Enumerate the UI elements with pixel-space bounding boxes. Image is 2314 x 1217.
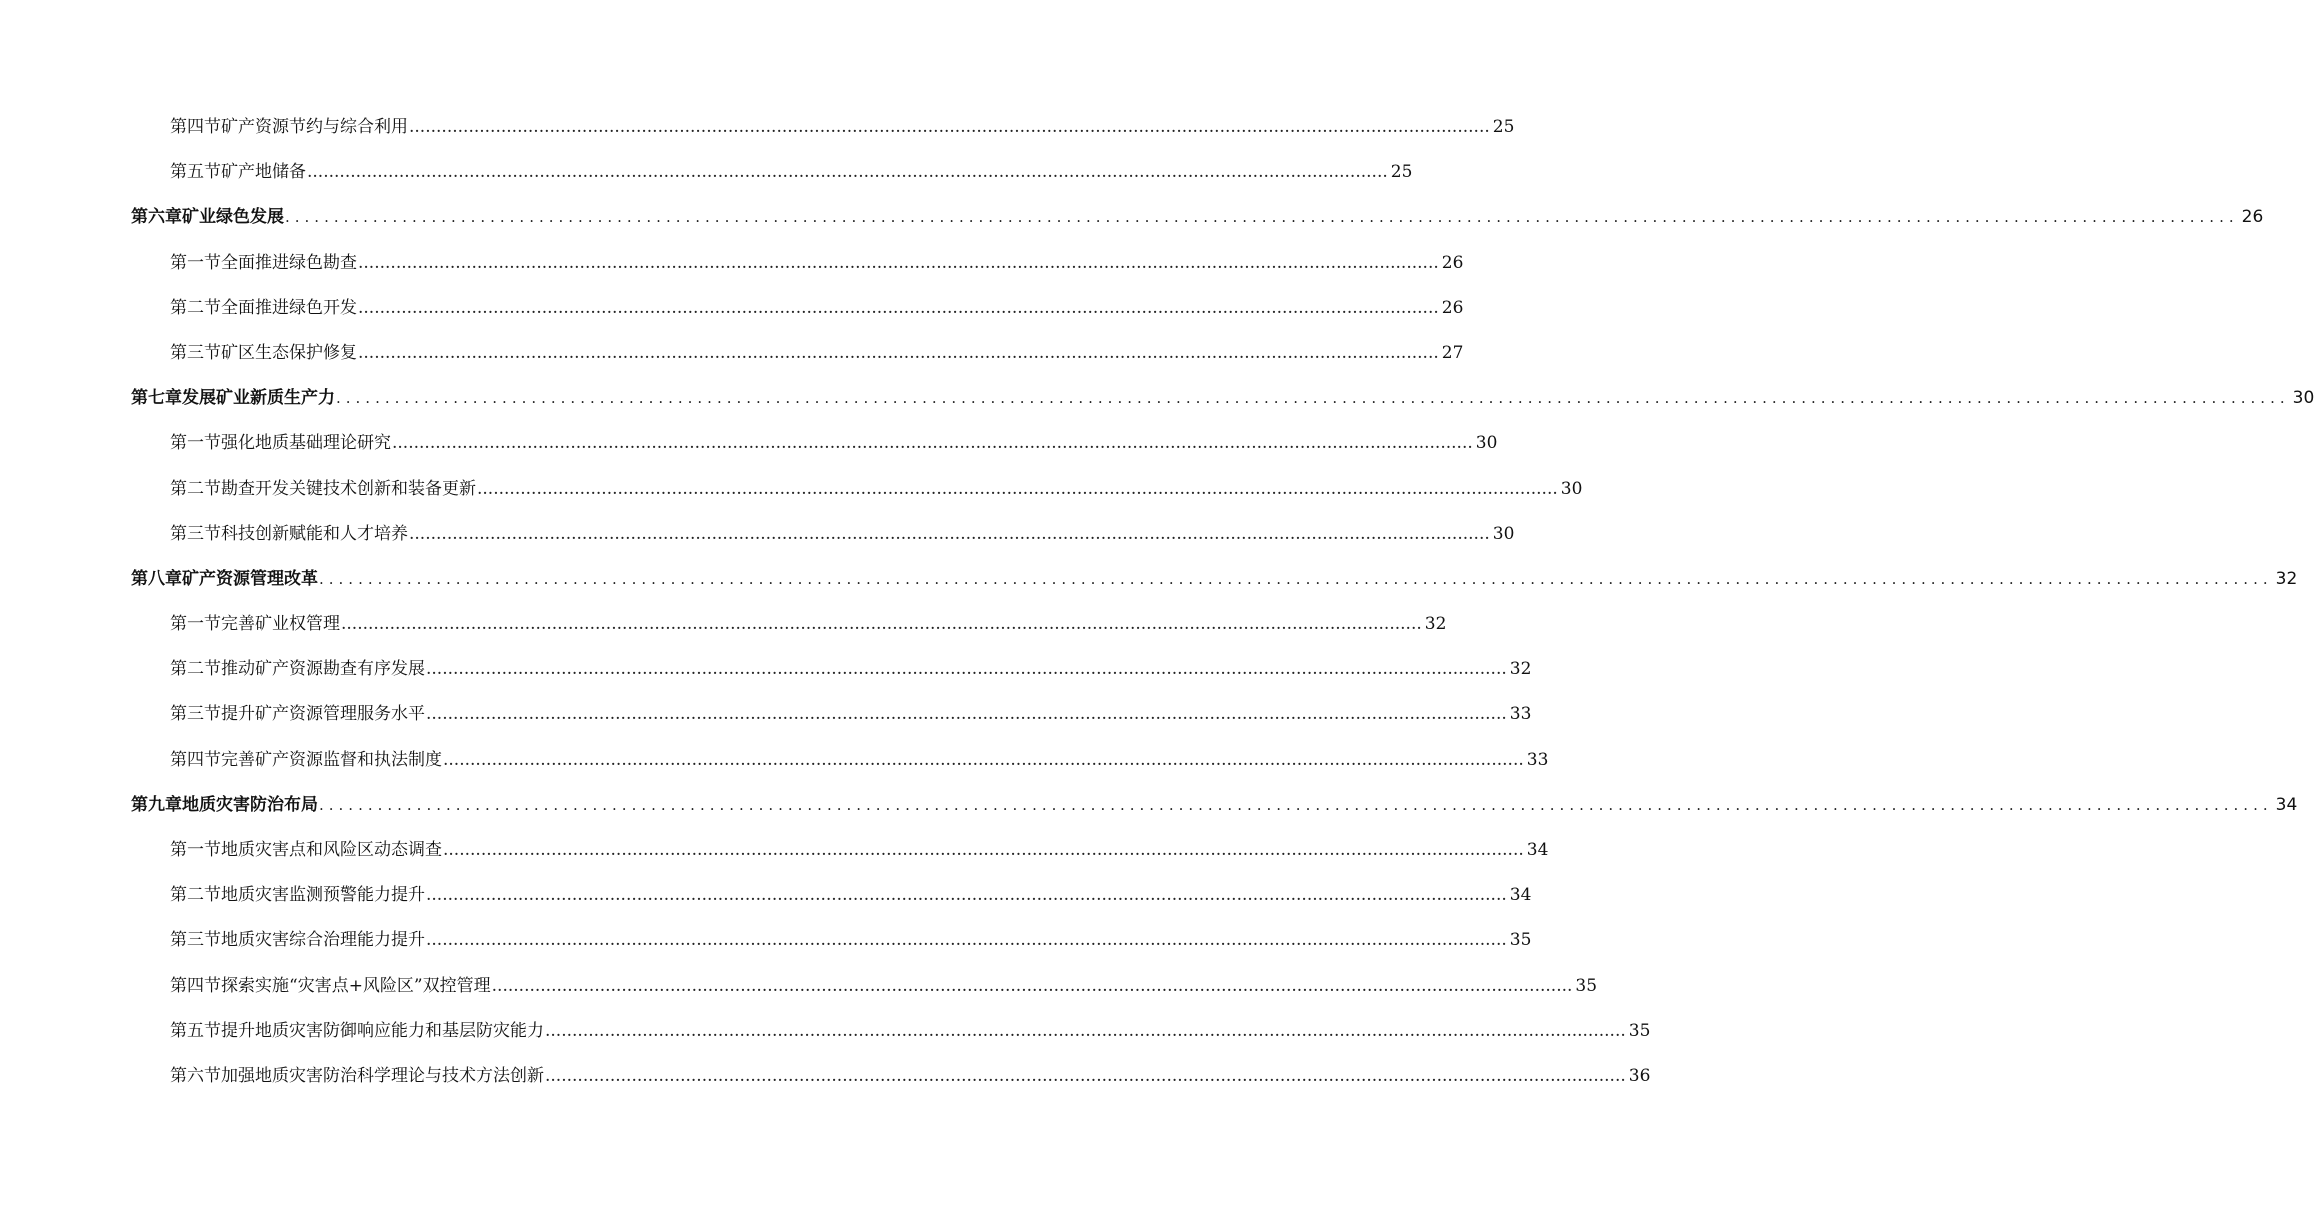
toc-section-entry[interactable]: [0, 150, 1413, 195]
dot-leader: ........................................................................................................................................................................................................: [358, 342, 1439, 363]
dot-leader: ........................................................................................................................................................................................................: [358, 297, 1439, 318]
toc-entry-title: 矿产资源管理改革: [182, 568, 318, 589]
toc-page-number: 32: [2275, 568, 2298, 589]
toc-page-number: 33: [1526, 749, 1549, 770]
toc-page-number: 30: [1475, 433, 1498, 454]
toc-section-entry[interactable]: [0, 918, 1532, 963]
toc-page-number: 35: [1575, 975, 1598, 996]
toc-entry-label: 第一节: [170, 433, 221, 454]
toc-section-entry[interactable]: [0, 602, 1447, 647]
toc-entry-title: 地质灾害综合治理能力提升: [221, 930, 425, 951]
dot-leader: ........................................................................................................................................................................................................: [392, 433, 1473, 454]
toc-section-entry[interactable]: [0, 331, 1464, 376]
toc-section-entry[interactable]: [0, 828, 1549, 873]
toc-entry-label: 第六章: [131, 207, 182, 228]
toc-entry-title: 地质灾害防治布局: [182, 794, 318, 815]
toc-entry-label: 第六节: [170, 1065, 221, 1086]
toc-entry-label: 第三节: [170, 342, 221, 363]
toc-entry-title: 矿产地储备: [221, 162, 306, 183]
toc-page-number: 26: [1441, 252, 1464, 273]
toc-entry-label: 第五节: [170, 162, 221, 183]
toc-entry-title: 完善矿业权管理: [221, 614, 340, 635]
toc-entry-label: 第七章: [131, 388, 182, 409]
toc-section-entry[interactable]: [0, 1009, 1651, 1054]
toc-entry-label: 第八章: [131, 568, 182, 589]
toc-section-entry[interactable]: [0, 286, 1464, 331]
toc-entry-label: 第二节: [170, 478, 221, 499]
toc-page-number: 26: [2241, 207, 2264, 228]
toc-entry-title: 地质灾害监测预警能力提升: [221, 885, 425, 906]
toc-entry-label: 第四节: [170, 975, 221, 996]
toc-entry-title: 科技创新赋能和人才培养: [221, 523, 408, 544]
toc-entry-title: 矿区生态保护修复: [221, 342, 357, 363]
toc-entry-title: 全面推进绿色开发: [221, 297, 357, 318]
dot-leader: ........................................................................................................................................................................................................: [285, 208, 2239, 227]
toc-entry-title: 加强地质灾害防治科学理论与技术方法创新: [221, 1065, 544, 1086]
toc-page-number: 35: [1509, 930, 1532, 951]
toc-page-number: 34: [1509, 885, 1532, 906]
dot-leader: ........................................................................................................................................................................................................: [491, 975, 1573, 996]
toc-entry-title: 勘查开发关键技术创新和装备更新: [221, 478, 476, 499]
toc-entry-title: 地质灾害点和风险区动态调查: [221, 840, 442, 860]
toc-section-entry[interactable]: [0, 873, 1532, 918]
toc-section-entry[interactable]: [0, 1054, 1651, 1099]
toc-section-entry[interactable]: [0, 421, 1498, 466]
toc-page-number: 35: [1628, 1020, 1651, 1041]
dot-leader: ........................................................................................................................................................................................................: [443, 749, 1524, 770]
toc-entry-title: 推动矿产资源勘查有序发展: [221, 659, 425, 680]
toc-page-number: 25: [1390, 162, 1413, 183]
toc-page-number: 34: [1526, 840, 1549, 860]
toc-entry-title: 全面推进绿色勘查: [221, 252, 357, 273]
toc-entry-title: 发展矿业新质生产力: [182, 388, 335, 409]
toc-page-number: 30: [1560, 478, 1583, 499]
toc-entry-label: 第一节: [170, 614, 221, 635]
toc-entry-label: 第二节: [170, 297, 221, 318]
toc-entry-label: 第三节: [170, 523, 221, 544]
dot-leader: ........................................................................................................................................................................................................: [409, 117, 1490, 137]
toc-chapter-entry[interactable]: [0, 557, 2298, 602]
dot-leader: ........................................................................................................................................................................................................: [358, 252, 1439, 273]
toc-chapter-entry[interactable]: [0, 195, 2264, 240]
toc-section-entry[interactable]: [0, 692, 1532, 737]
toc-chapter-entry[interactable]: [0, 783, 2298, 828]
dot-leader: ........................................................................................................................................................................................................: [307, 162, 1388, 183]
toc-entry-label: 第四节: [170, 749, 221, 770]
toc-entry-label: 第一节: [170, 840, 221, 860]
dot-leader: ........................................................................................................................................................................................................: [545, 1065, 1626, 1086]
toc-section-entry[interactable]: [0, 647, 1532, 692]
toc-page-number: 32: [1509, 659, 1532, 680]
toc-section-entry[interactable]: [0, 241, 1464, 286]
toc-entry-title: 完善矿产资源监督和执法制度: [221, 749, 442, 770]
toc-entry-label: 第三节: [170, 704, 221, 725]
toc-entry-title: 强化地质基础理论研究: [221, 433, 391, 454]
toc-entry-label: 第一节: [170, 252, 221, 273]
toc-section-entry[interactable]: [0, 738, 1549, 783]
toc-page-number: 30: [1492, 523, 1515, 544]
dot-leader: ........................................................................................................................................................................................................: [545, 1020, 1626, 1041]
dot-leader: ........................................................................................................................................................................................................: [409, 523, 1490, 544]
toc-entry-label: 第二节: [170, 885, 221, 906]
dot-leader: ........................................................................................................................................................................................................: [443, 840, 1524, 860]
toc-entry-title: 矿业绿色发展: [182, 207, 284, 228]
toc-entry-label: 第二节: [170, 659, 221, 680]
toc-section-entry[interactable]: [0, 467, 1583, 512]
table-of-contents: [0, 105, 2314, 1099]
toc-entry-label: 第三节: [170, 930, 221, 951]
dot-leader: ........................................................................................................................................................................................................: [336, 389, 2290, 408]
toc-section-entry[interactable]: [0, 512, 1515, 557]
toc-entry-title: 矿产资源节约与综合利用: [221, 117, 408, 137]
toc-page-number: 25: [1492, 117, 1515, 137]
dot-leader: ........................................................................................................................................................................................................: [477, 478, 1558, 499]
dot-leader: ........................................................................................................................................................................................................: [319, 569, 2273, 588]
toc-entry-title: 提升地质灾害防御响应能力和基层防灾能力: [221, 1020, 544, 1041]
dot-leader: ........................................................................................................................................................................................................: [426, 704, 1507, 725]
toc-page-number: 30: [2292, 388, 2314, 409]
toc-page-number: 36: [1628, 1065, 1651, 1086]
toc-section-entry[interactable]: [0, 964, 1598, 1009]
toc-page-number: 26: [1441, 297, 1464, 318]
toc-entry-title: 提升矿产资源管理服务水平: [221, 704, 425, 725]
dot-leader: ........................................................................................................................................................................................................: [319, 795, 2273, 814]
toc-page-number: 33: [1509, 704, 1532, 725]
dot-leader: ........................................................................................................................................................................................................: [426, 930, 1507, 951]
toc-entry-title: 探索实施“灾害点+风险区”双控管理: [221, 975, 491, 996]
toc-section-entry[interactable]: [0, 105, 1515, 150]
toc-page-number: 34: [2275, 794, 2298, 815]
toc-entry-label: 第五节: [170, 1020, 221, 1041]
dot-leader: ........................................................................................................................................................................................................: [341, 614, 1422, 635]
dot-leader: ........................................................................................................................................................................................................: [426, 885, 1507, 906]
toc-entry-label: 第九章: [131, 794, 182, 815]
dot-leader: ........................................................................................................................................................................................................: [426, 659, 1507, 680]
toc-entry-label: 第四节: [170, 117, 221, 137]
toc-chapter-entry[interactable]: [0, 376, 2314, 421]
toc-page-number: 27: [1441, 342, 1464, 363]
toc-page-number: 32: [1424, 614, 1447, 635]
